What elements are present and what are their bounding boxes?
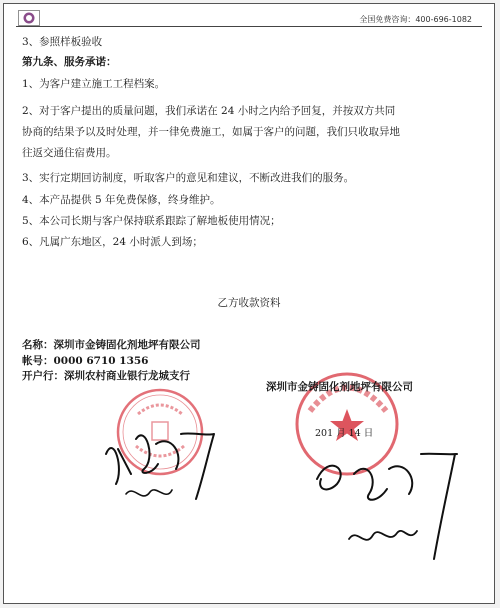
payee-account: 帐号：0000 6710 1356 bbox=[22, 355, 149, 367]
contract-page bbox=[3, 3, 495, 604]
service-item-1: 1、为客户建立施工工程档案。 bbox=[22, 78, 166, 90]
payment-heading: 乙方收款资料 bbox=[217, 297, 281, 309]
article-9-heading: 第九条、服务承诺： bbox=[22, 56, 117, 68]
payee-name: 名称：深圳市金铸固化剂地坪有限公司 bbox=[22, 339, 201, 351]
signing-date: 201 月 14 日 bbox=[315, 428, 374, 439]
item-ref-sample: 3、参照样板验收 bbox=[22, 36, 103, 48]
signing-company-name: 深圳市金铸固化剂地坪有限公司 bbox=[266, 381, 413, 393]
service-item-3: 3、实行定期回访制度，听取客户的意见和建议，不断改进我们的服务。 bbox=[22, 172, 355, 184]
company-logo-icon bbox=[18, 10, 40, 26]
payee-bank: 开户行：深圳农村商业银行龙城支行 bbox=[22, 370, 190, 382]
service-item-5: 5、本公司长期与客户保持联系跟踪了解地板使用情况； bbox=[22, 215, 281, 227]
hotline-text: 全国免费咨询：400-696-1082 bbox=[359, 15, 472, 24]
left-handwritten-signature-icon bbox=[96, 414, 231, 514]
service-item-6: 6、凡属广东地区，24 小时派人到场； bbox=[22, 236, 203, 248]
service-item-4: 4、本产品提供 5 年免费保修，终身维护。 bbox=[22, 194, 221, 206]
service-item-2-line-3: 往返交通住宿费用。 bbox=[22, 147, 117, 159]
service-item-2-line-1: 2、对于客户提出的质量问题，我们承诺在 24 小时之内给予回复，并按双方共同 bbox=[22, 105, 396, 117]
header-rule bbox=[16, 26, 482, 27]
service-item-2-line-2: 协商的结果予以及时处理，并一律免费施工，如属于客户的问题，我们只收取异地 bbox=[22, 126, 400, 138]
right-handwritten-signature-icon bbox=[309, 449, 464, 569]
